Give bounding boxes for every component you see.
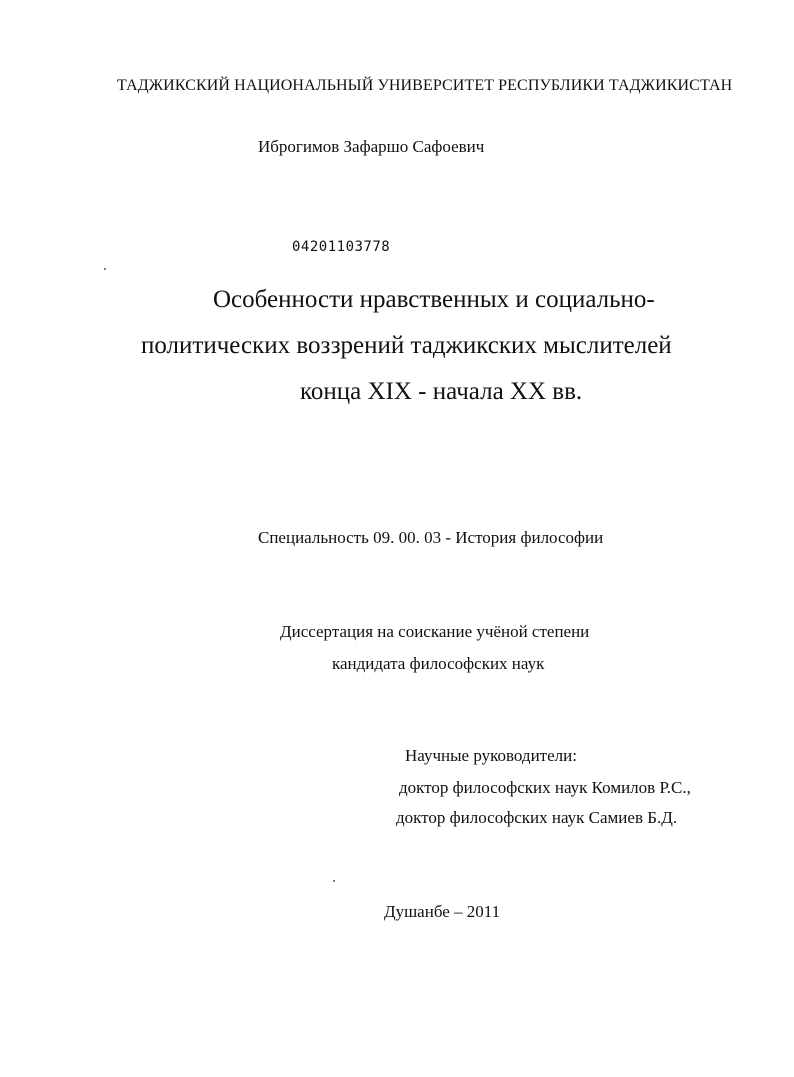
specialty: Специальность 09. 00. 03 - История философии: [258, 528, 604, 547]
catalog-code: 04201103778: [292, 239, 391, 255]
dissertation-title-line-3: конца XIX - начала XX вв.: [300, 378, 583, 405]
dissertation-title-line-1: Особенности нравственных и социально-: [213, 286, 655, 313]
scan-speck: [333, 880, 335, 882]
supervisors-label: Научные руководители:: [405, 746, 577, 765]
scan-speck: [104, 268, 106, 270]
dissertation-title-line-2: политических воззрений таджикских мыслителей: [141, 332, 672, 359]
degree-statement-line-2: кандидата философских наук: [332, 654, 545, 673]
supervisor-entry-1: доктор философских наук Комилов Р.С.,: [399, 778, 691, 797]
university-name: ТАДЖИКСКИЙ НАЦИОНАЛЬНЫЙ УНИВЕРСИТЕТ РЕСПУБЛИКИ ТАДЖИКИСТАН: [117, 77, 733, 94]
author-name: Иброгимов Зафаршо Сафоевич: [258, 137, 485, 156]
supervisor-entry-2: доктор философских наук Самиев Б.Д.: [396, 808, 678, 827]
city-and-year: Душанбе – 2011: [384, 902, 501, 921]
degree-statement-line-1: Диссертация на соискание учёной степени: [280, 622, 590, 641]
